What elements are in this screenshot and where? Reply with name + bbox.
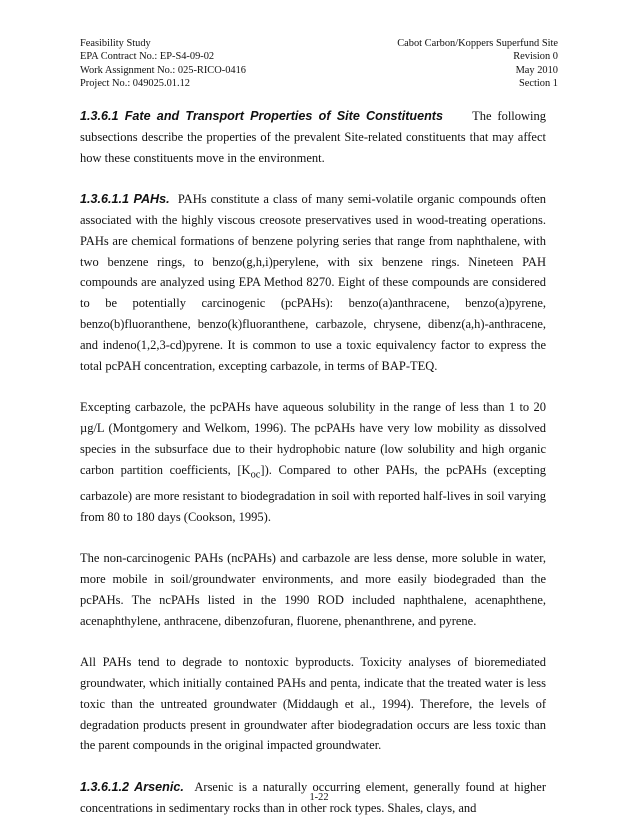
header-section: Section 1 [519,77,558,89]
paragraph-pahs [80,189,546,376]
section-text-pahs: PAHs constitute a class of many semi-volatile organic compounds often associated with the highly viscous creosote preservatives used in wood-treating operations. PAHs are chemical formations of benzene polyring series that range from naphthalene, with two benzene rings, to benzo(g,h,i)perylene, with six benzene rings. Nineteen PAH compounds are analyzed using EPA Method 8270. Eight of these compounds are considered to be potentially carcinogenic (pcPAHs): benzo(a)anthracene, benzo(a)pyrene, benzo(b)fluoranthene, benzo(k)fluoranthene, carbazole, chrysene, dibenz(a,h)-anthracene, and indeno(1,2,3-cd)pyrene. It is common to use a toxic equivalency factor to express the total pcPAH concentration, excepting carbazole, in terms of BAP-TEQ. [80,192,546,373]
page-number: 1-22 [309,792,329,803]
header-revision: Revision 0 [513,51,558,63]
header-left [80,37,246,90]
paragraph-text: ]). Compared to other PAHs, the pcPAHs (excepting carbazole) are more resistant to biodegradation in soil with reported half-lives in soil varying from 80 to 180 days (Cookson, 1995). [80,462,546,524]
header-project-no: Project No.: 049025.01.12 [80,77,190,89]
header-site-name: Cabot Carbon/Koppers Superfund Site [397,38,558,49]
paragraph-pcpah-solubility [80,397,546,527]
section-heading-arsenic: 1.3.6.1.2 Arsenic. [80,780,184,794]
section-text-fate-transport: The following subsections describe the properties of the prevalent Site-related constituents that may affect how these constituents move in the environment. [80,109,547,165]
header-date: May 2010 [515,64,558,76]
paragraph-ncpahs: The non-carcinogenic PAHs (ncPAHs) and carbazole are less dense, more soluble in water, more mobile in soil/groundwater environments, and more easily biodegraded than the pcPAHs. The ncPAHs listed in the 1990 ROD included naphthalene, acenaphthene, acenaphthylene, anthracene, dibenzofuran, fluorene, phenanthrene, and pyrene. [80,551,546,628]
section-heading-pahs: 1.3.6.1.1 PAHs. [80,192,170,207]
subscript-oc: oc [250,469,261,481]
paragraph-degradation: All PAHs tend to degrade to nontoxic byproducts. Toxicity analyses of bioremediated groundwater, which initially contained PAHs and penta, indicate that the treated water is less toxic than the untreated groundwater (Middaugh et al., 1994). Therefore, the levels of degradation products present in groundwater after biodegradation occurs are less toxic than the parent compounds in the original impacted groundwater. [80,655,546,753]
header-right [397,37,558,90]
header-doc-type: Feasibility Study [80,38,151,49]
header-work-assignment: Work Assignment No.: 025-RICO-0416 [80,64,246,76]
section-text-arsenic: Arsenic is a naturally occurring element, generally found at higher concentrations in sedimentary rocks than in other rock types. Shales, clays, and [80,780,547,815]
header-contract-no: EPA Contract No.: EP-S4-09-02 [80,51,215,63]
paragraph-fate-transport [80,106,546,168]
section-heading-fate-transport: 1.3.6.1 Fate and Transport Properties of Site Constituents [80,109,443,123]
document-body [80,106,546,839]
paragraph-text: Excepting carbazole, the pcPAHs have aqueous solubility in the range of less than 1 to 20 µg/L (Montgomery and Welkom, 1996). The pcPAHs have very low mobility as dissolved species in the subsurface due to their hydrophobic nature (low solubility and high organic carbon partition coefficients, [K [80,400,546,477]
